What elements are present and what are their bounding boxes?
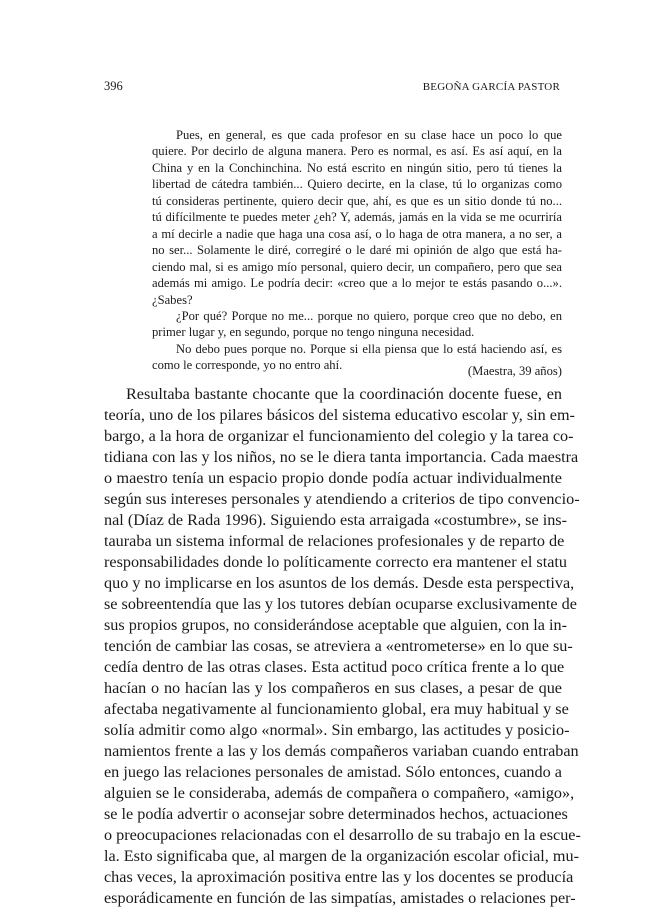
- quote-line: tú consideras pertinente, quiero decir que, ahí, es que es un sitio donde tú no...: [152, 193, 562, 208]
- text-line: se le podía advertir o aconsejar sobre determinados hechos, actuaciones: [104, 805, 568, 823]
- body-paragraph: [104, 384, 581, 909]
- text-line: o maestro tenía un espacio propio donde podía actuar individualmente: [104, 469, 562, 487]
- quote-line: como le corresponde, yo no entro ahí.: [152, 358, 343, 373]
- quote-line: libertad de cátedra también... Quiero decirte, en la clase, tú lo organizas como: [152, 177, 562, 192]
- text-line: tidiana con las y los niños, no se le diera tanta importancia. Cada maestra: [104, 448, 579, 466]
- text-line: bargo, a la hora de organizar el funcionamiento del colegio y la tarea co-: [104, 427, 574, 445]
- text-line: afectaba negativamente al funcionamiento global, era muy habitual y se: [104, 700, 569, 718]
- text-line: Resultaba bastante chocante que la coordinación docente fuese, en: [126, 385, 562, 403]
- block-quote: [152, 127, 562, 374]
- text-line: la. Esto significaba que, al margen de la organización escolar oficial, mu-: [104, 847, 579, 865]
- quote-line: ¿Por qué? Porque no me... porque no quiero, porque creo que no debo, en: [176, 308, 562, 323]
- quote-line: además mi amigo. Le podría decir: «creo que a lo mejor te estás pasando o...».: [152, 276, 562, 291]
- quote-line: tú difícilmente te puedes meter ¿eh? Y, además, jamás en la vida se me ocurriría: [152, 210, 562, 225]
- text-line: o preocupaciones relacionadas con el desarrollo de su trabajo en la escue-: [104, 826, 581, 844]
- running-head: BEGOÑA GARCÍA PASTOR: [422, 81, 560, 93]
- text-line: alguien se le consideraba, además de compañera o compañero, «amigo»,: [104, 784, 575, 802]
- text-line: se sobreentendía que las y los tutores debían ocuparse exclusivamente de: [104, 595, 577, 613]
- quote-line: Pues, en general, es que cada profesor en su clase hace un poco lo que: [176, 128, 562, 142]
- text-line: cedía dentro de las otras clases. Esta actitud poco crítica frente a lo que: [104, 658, 565, 676]
- quote-line: No debo pues porque no. Porque si ella piensa que lo está haciendo así, es: [176, 341, 562, 356]
- text-line: nal (Díaz de Rada 1996). Siguiendo esta arraigada «costumbre», se ins-: [104, 511, 567, 529]
- quote-line: China y en la Conchinchina. No está escrito en ningún sitio, pero tú tienes la: [152, 160, 562, 175]
- text-line: teoría, uno de los pilares básicos del sistema educativo escolar y, sin em-: [104, 406, 575, 424]
- quote-line: a mí decirle a nadie que haga una cosa así, o lo haga de otra manera, a no ser, a: [152, 226, 562, 241]
- text-line: tauraba un sistema informal de relaciones profesionales y de reparto de: [104, 532, 565, 550]
- text-line: namientos frente a las y los demás compañeros variaban cuando entraban: [104, 742, 579, 760]
- text-line: sus propios grupos, no considerándose aceptable que alguien, con la in-: [104, 616, 568, 634]
- page-number: 396: [104, 79, 123, 93]
- text-line: solía admitir como algo «normal». Sin embargo, las actitudes y posicio-: [104, 721, 570, 739]
- text-line: chas veces, la aproximación positiva entre las y los docentes se producía: [104, 868, 574, 886]
- quote-line: quiere. Por decirlo de alguna manera. Pero es normal, es así. Es así aquí, en la: [152, 144, 562, 159]
- text-line: responsabilidades donde lo políticamente correcto era mantener el statu: [104, 553, 567, 571]
- quote-line: no ser... Solamente le diré, corregiré o le daré mi opinión de algo que está ha-: [152, 243, 562, 258]
- text-line: esporádicamente en función de las simpatías, amistades o relaciones per-: [104, 889, 576, 907]
- quote-line: primer lugar y, en segundo, porque no tengo ninguna necesidad.: [152, 325, 475, 340]
- quote-line: ciendo mal, si es amigo mío personal, quiero decir, un compañero, pero que sea: [152, 259, 562, 274]
- quote-line: ¿Sabes?: [152, 292, 193, 307]
- text-line: tención de cambiar las cosas, se atreviera a «entrometerse» en lo que su-: [104, 637, 573, 655]
- quote-attribution: (Maestra, 39 años): [467, 364, 562, 378]
- text-line: hacían o no hacían las y los compañeros en sus clases, a pesar de que: [104, 679, 562, 697]
- text-line: en juego las relaciones personales de amistad. Sólo entonces, cuando a: [104, 763, 562, 781]
- text-line: quo y no implicarse en los asuntos de los demás. Desde esta perspectiva,: [104, 574, 575, 592]
- text-line: según sus intereses personales y atendiendo a criterios de tipo convencio-: [104, 490, 580, 508]
